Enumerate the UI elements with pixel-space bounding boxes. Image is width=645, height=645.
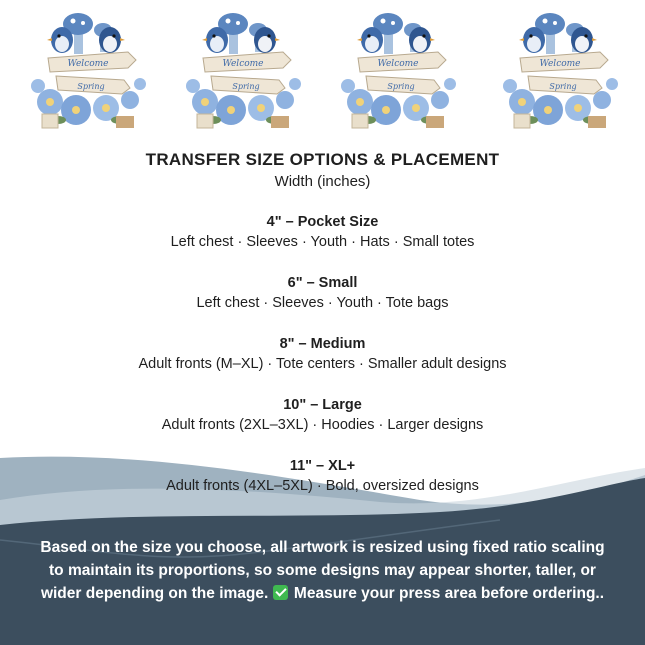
design-image-2 (183, 10, 303, 135)
size-option-11 (0, 456, 645, 497)
page-subtitle: Width (inches) (274, 173, 371, 190)
size-option-name: 11" – XL+ (289, 458, 356, 474)
size-option-description: Adult fronts (M–XL) · Tote centers · Smaller adult designs (138, 356, 507, 372)
size-option-description: Left chest · Sleeves · Youth · Tote bags (196, 295, 449, 311)
size-option-description: Adult fronts (4XL–5XL) · Bold, oversized designs (166, 478, 479, 494)
design-image-1 (28, 10, 148, 135)
check-mark-icon (273, 585, 288, 600)
size-option-8 (0, 334, 645, 375)
design-image-4 (500, 10, 620, 135)
scaling-notice (40, 536, 605, 605)
size-option-10 (0, 395, 645, 436)
notice-action-text: Measure your press area before ordering.. (293, 585, 605, 602)
design-image-3 (338, 10, 458, 135)
design-thumbnails (0, 10, 645, 138)
size-option-name: 6" – Small (287, 275, 358, 291)
notice-text: Based on the size you choose, all artwork is resized using fixed ratio scaling to maintain its proportions, so some designs may appear shorter, taller, or wider depending on the image. (40, 539, 605, 602)
page-title: TRANSFER SIZE OPTIONS & PLACEMENT (145, 150, 500, 169)
size-option-name: 4" – Pocket Size (266, 214, 379, 230)
size-option-name: 10" – Large (283, 397, 362, 413)
size-option-name: 8" – Medium (279, 336, 366, 352)
size-option-6 (0, 273, 645, 314)
size-option-description: Adult fronts (2XL–3XL) · Hoodies · Larger designs (161, 417, 484, 433)
size-option-4 (0, 212, 645, 253)
size-option-description: Left chest · Sleeves · Youth · Hats · Small totes (170, 234, 475, 250)
size-options-section (0, 150, 645, 497)
